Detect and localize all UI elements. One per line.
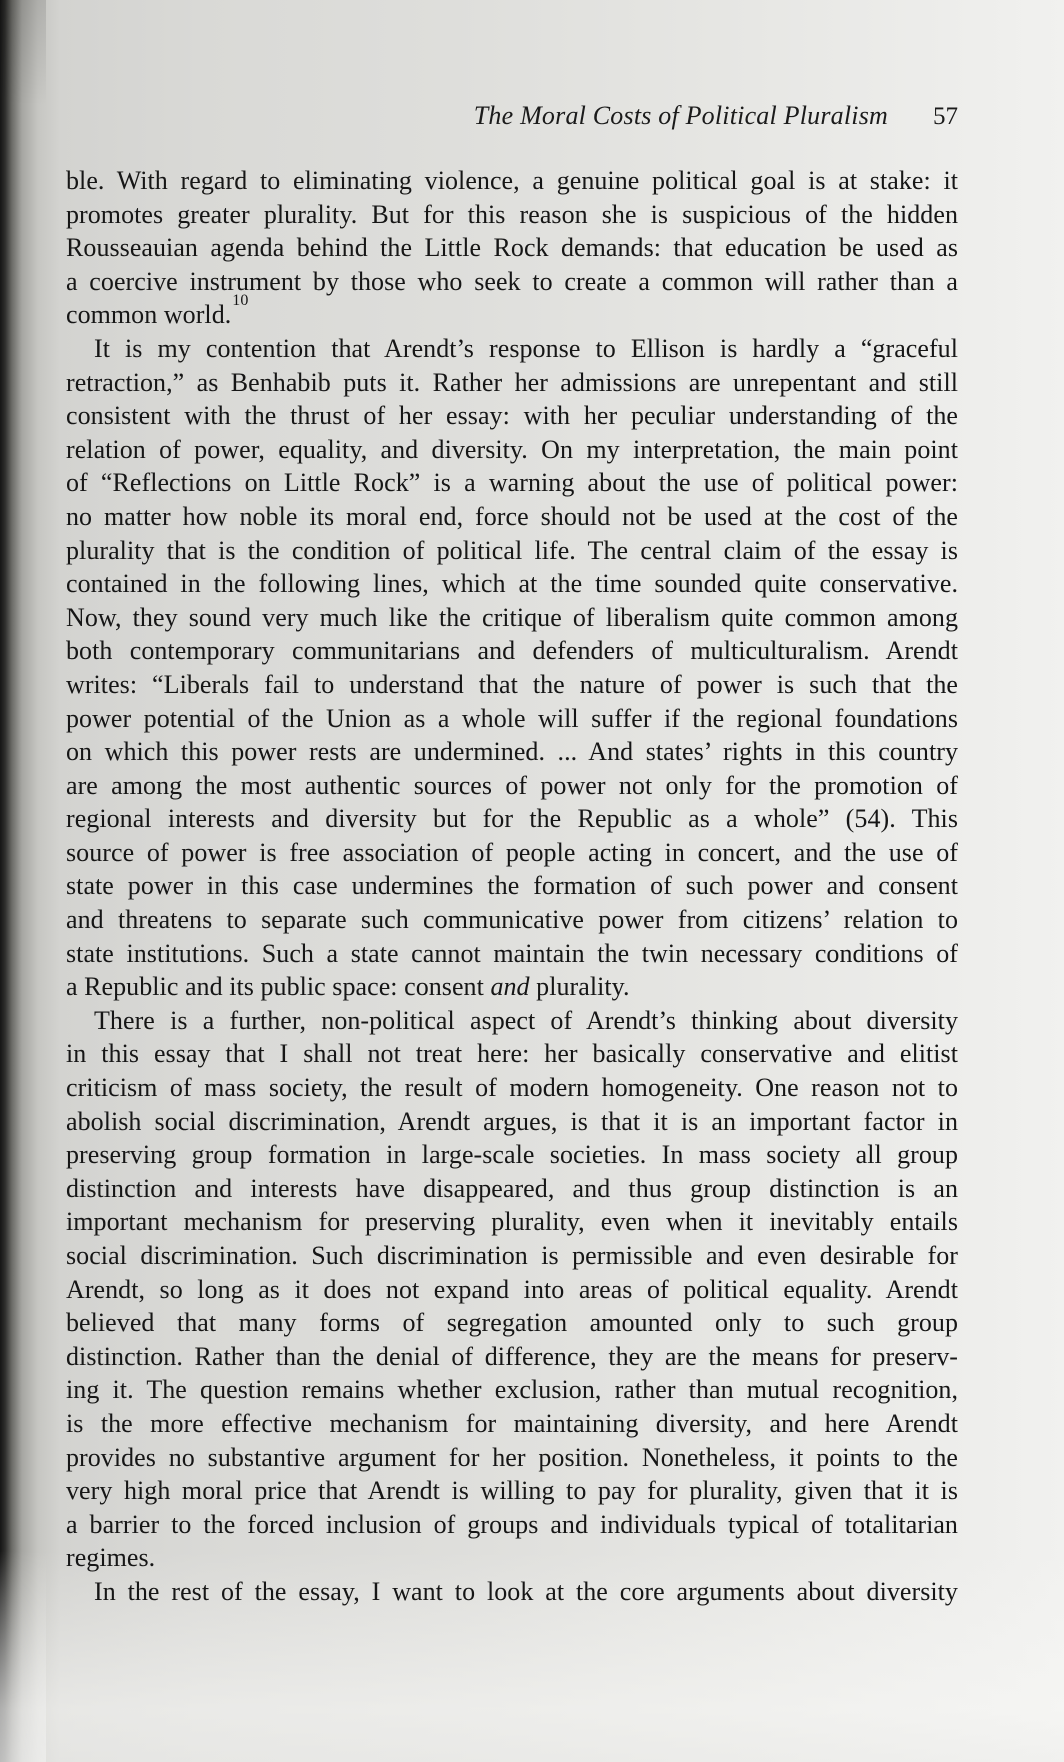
text-line: abolish social discrimination, Arendt argues, is that it is an important factor in [66, 1106, 958, 1136]
text-line: provides no substantive argument for her position. Nonetheless, it points to the [66, 1442, 958, 1472]
text-line: Arendt, so long as it does not expand into areas of political equality. Arendt [66, 1274, 958, 1304]
text-line: contained in the following lines, which at the time sounded quite conservative. [66, 569, 958, 599]
page-number: 57 [933, 103, 958, 130]
text-line: a barrier to the forced inclusion of groups and individuals typical of totalitarian [66, 1509, 958, 1539]
text-line: regimes. [66, 1543, 156, 1573]
line-text: plurality. [529, 972, 630, 1002]
text-line: source of power is free association of people acting in concert, and the use of [66, 837, 958, 867]
text-line: distinction and interests have disappeared, and thus group distinction is an [66, 1173, 958, 1203]
text-line: is the more effective mechanism for maintaining diversity, and here Arendt [66, 1408, 958, 1438]
text-line: In the rest of the essay, I want to look at the core arguments about diversity [94, 1576, 958, 1606]
text-line: no matter how noble its moral end, force should not be used at the cost of the [66, 501, 958, 531]
text-line: ble. With regard to eliminating violence, a genuine political goal is at stake: it [66, 166, 958, 195]
text-line: believed that many forms of segregation amounted only to such group [66, 1308, 958, 1338]
text-line: very high moral price that Arendt is willing to pay for plurality, given that it is [66, 1476, 958, 1506]
text-line: retraction,” as Benhabib puts it. Rather her admissions are unrepentant and still [66, 367, 958, 397]
text-line: preserving group formation in large-scale societies. In mass society all group [66, 1140, 958, 1170]
text-line: in this essay that I shall not treat here: her basically conservative and elitist [66, 1039, 958, 1069]
text-line: on which this power rests are undermined. ... And states’ rights in this country [66, 737, 958, 767]
text-line: power potential of the Union as a whole will suffer if the regional foundations [66, 703, 958, 733]
text-line: are among the most authentic sources of power not only for the promotion of [66, 770, 958, 800]
text-line: social discrimination. Such discrimination is permissible and even desirable for [66, 1241, 958, 1270]
binding-gutter-shadow [0, 0, 46, 1762]
running-header [66, 101, 958, 131]
text-line: criticism of mass society, the result of modern homogeneity. One reason not to [66, 1073, 958, 1103]
text-line [66, 291, 958, 332]
footnote-marker: 10 [232, 291, 249, 309]
running-header-title: The Moral Costs of Political Pluralism [473, 101, 888, 130]
text-line: promotes greater plurality. But for this reason she is suspicious of the hidden [66, 199, 958, 229]
text-line: regional interests and diversity but for the Republic as a whole” (54). This [66, 804, 958, 834]
text-line: distinction. Rather than the denial of difference, they are the means for preserv- [66, 1341, 958, 1371]
text-line [66, 970, 958, 1004]
text-line: state power in this case undermines the formation of such power and consent [66, 871, 958, 901]
text-line: Now, they sound very much like the critique of liberalism quite common among [66, 602, 958, 632]
text-line: writes: “Liberals fail to understand that the nature of power is such that the [66, 669, 958, 699]
text-line: plurality that is the condition of political life. The central claim of the essay is [66, 535, 958, 565]
text-line: a coercive instrument by those who seek to create a common will rather than a [66, 266, 958, 296]
text-line: state institutions. Such a state cannot maintain the twin necessary conditions of [66, 938, 958, 968]
body-text [66, 164, 958, 1609]
text-line: relation of power, equality, and diversity. On my interpretation, the main point [66, 434, 958, 464]
text-line: It is my contention that Arendt’s response to Ellison is hardly a “graceful [94, 333, 958, 363]
text-line: of “Reflections on Little Rock” is a warning about the use of political power: [66, 468, 958, 498]
text-line: consistent with the thrust of her essay: with her peculiar understanding of the [66, 401, 958, 431]
text-line: Rousseauian agenda behind the Little Rock demands: that education be used as [66, 233, 958, 263]
text-line: both contemporary communitarians and defenders of multiculturalism. Arendt [66, 636, 958, 666]
text-line: important mechanism for preserving plurality, even when it inevitably entails [66, 1207, 958, 1237]
emphasized-word: and [490, 972, 530, 1002]
text-line: and threatens to separate such communicative power from citizens’ relation to [66, 905, 958, 935]
line-text: a Republic and its public space: consent [66, 972, 491, 1002]
text-line: ing it. The question remains whether exclusion, rather than mutual recognition, [66, 1375, 958, 1405]
line-text: common world. [66, 300, 232, 330]
text-line: There is a further, non-political aspect of Arendt’s thinking about diversity [94, 1005, 958, 1035]
